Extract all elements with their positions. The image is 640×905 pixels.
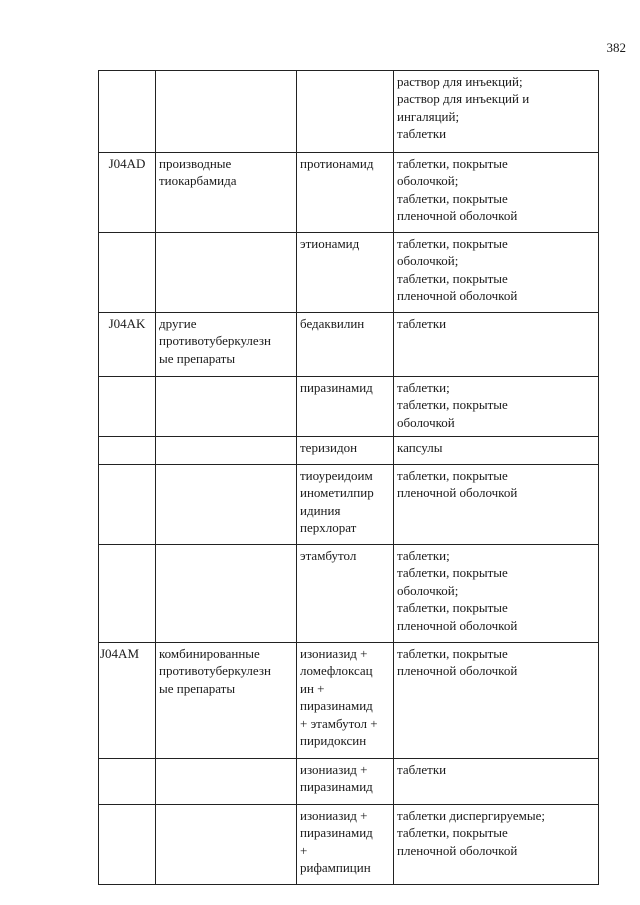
atc-code-cell bbox=[99, 377, 156, 437]
substance-cell bbox=[297, 71, 394, 153]
dosage-form-cell bbox=[394, 153, 599, 233]
dosage-form-line: таблетки, покрытые bbox=[397, 600, 508, 616]
group-line: тиокарбамида bbox=[159, 173, 237, 189]
dosage-form-line: таблетки, покрытые bbox=[397, 236, 508, 251]
dosage-form-line: таблетки, покрытые bbox=[397, 397, 508, 413]
dosage-form-line: пленочной оболочкой bbox=[397, 617, 518, 633]
atc-code-cell bbox=[99, 759, 156, 805]
group-cell bbox=[156, 465, 297, 545]
substance-cell bbox=[297, 377, 394, 437]
dosage-form-line: таблетки, покрытые bbox=[397, 825, 508, 841]
substance-line: перхлорат bbox=[300, 520, 357, 536]
dosage-form-cell bbox=[394, 233, 599, 313]
group-cell bbox=[156, 437, 297, 465]
dosage-form-cell bbox=[394, 71, 599, 153]
dosage-form-line: таблетки, покрытые bbox=[397, 468, 508, 483]
atc-code-cell: J04AM bbox=[99, 643, 156, 759]
substance-cell bbox=[297, 465, 394, 545]
substance-line: тиоуреидоим bbox=[300, 468, 373, 483]
group-line: противотуберкулезн bbox=[159, 333, 271, 349]
table-row bbox=[99, 71, 599, 153]
table-row bbox=[99, 759, 599, 805]
substance-cell bbox=[297, 643, 394, 759]
atc-code-cell bbox=[99, 545, 156, 643]
dosage-form-line: раствор для инъекций и bbox=[397, 91, 530, 107]
dosage-form-line: таблетки, покрытые bbox=[397, 190, 508, 206]
atc-code-cell bbox=[99, 71, 156, 153]
dosage-form-line: таблетки, покрытые bbox=[397, 270, 508, 286]
dosage-form-line: оболочкой; bbox=[397, 173, 459, 189]
substance-line: этионамид bbox=[300, 236, 360, 251]
group-cell bbox=[156, 377, 297, 437]
dosage-form-line: оболочкой; bbox=[397, 582, 459, 598]
table-row bbox=[99, 437, 599, 465]
group-line: комбинированные bbox=[159, 646, 260, 661]
table-row bbox=[99, 545, 599, 643]
dosage-form-line: оболочкой; bbox=[397, 253, 459, 269]
substance-cell bbox=[297, 437, 394, 465]
substance-line: этамбутол bbox=[300, 548, 357, 563]
dosage-form-line: таблетки; bbox=[397, 548, 450, 563]
substance-line: + этамбутол + bbox=[300, 715, 378, 731]
table-row bbox=[99, 465, 599, 545]
dosage-form-line: таблетки, покрытые bbox=[397, 646, 508, 661]
substance-cell bbox=[297, 759, 394, 805]
dosage-form-cell bbox=[394, 437, 599, 465]
group-cell bbox=[156, 759, 297, 805]
dosage-form-line: таблетки bbox=[397, 762, 447, 777]
substance-line: идиния bbox=[300, 502, 341, 518]
substance-line: инометилпир bbox=[300, 485, 374, 501]
substance-line: ломефлоксац bbox=[300, 663, 373, 679]
dosage-form-line: таблетки, покрытые bbox=[397, 565, 508, 581]
substance-line: пиразинамид bbox=[300, 779, 373, 795]
table-row bbox=[99, 805, 599, 885]
atc-code-cell bbox=[99, 465, 156, 545]
group-cell bbox=[156, 233, 297, 313]
atc-code-cell bbox=[99, 233, 156, 313]
substance-cell bbox=[297, 153, 394, 233]
dosage-form-line: пленочной оболочкой bbox=[397, 842, 518, 858]
dosage-form-cell bbox=[394, 759, 599, 805]
dosage-form-line: таблетки, покрытые bbox=[397, 156, 508, 171]
atc-code-cell: J04AD bbox=[99, 153, 156, 233]
group-cell bbox=[156, 153, 297, 233]
dosage-form-line: раствор для инъекций; bbox=[397, 74, 523, 89]
group-cell bbox=[156, 805, 297, 885]
table-row bbox=[99, 153, 599, 233]
substance-line: протионамид bbox=[300, 156, 374, 171]
substance-line: пиридоксин bbox=[300, 733, 367, 749]
dosage-form-line: капсулы bbox=[397, 440, 443, 455]
dosage-form-line: пленочной оболочкой bbox=[397, 663, 518, 679]
dosage-form-line: таблетки; bbox=[397, 380, 450, 395]
substance-cell bbox=[297, 233, 394, 313]
dosage-form-line: пленочной оболочкой bbox=[397, 208, 518, 224]
table-row bbox=[99, 643, 599, 759]
dosage-form-line: пленочной оболочкой bbox=[397, 288, 518, 304]
dosage-form-line: таблетки bbox=[397, 126, 447, 142]
dosage-form-line: таблетки диспергируемые; bbox=[397, 808, 545, 823]
table-row bbox=[99, 377, 599, 437]
dosage-form-cell bbox=[394, 805, 599, 885]
group-line: ые препараты bbox=[159, 350, 236, 366]
dosage-form-cell bbox=[394, 313, 599, 377]
substance-line: пиразинамид bbox=[300, 698, 373, 714]
atc-code-cell: J04AK bbox=[99, 313, 156, 377]
substance-line: изониазид + bbox=[300, 808, 368, 823]
substance-line: ин + bbox=[300, 680, 325, 696]
substance-line: пиразинамид bbox=[300, 825, 373, 841]
substance-line: теризидон bbox=[300, 440, 358, 455]
table-row bbox=[99, 233, 599, 313]
dosage-form-cell bbox=[394, 545, 599, 643]
substance-line: рифампицин bbox=[300, 860, 371, 876]
dosage-form-line: ингаляций; bbox=[397, 108, 460, 124]
group-cell bbox=[156, 313, 297, 377]
substance-line: + bbox=[300, 842, 308, 858]
dosage-form-cell bbox=[394, 465, 599, 545]
substance-cell bbox=[297, 545, 394, 643]
atc-code-cell bbox=[99, 805, 156, 885]
group-line: производные bbox=[159, 156, 232, 171]
table-row bbox=[99, 313, 599, 377]
group-line: другие bbox=[159, 316, 197, 331]
dosage-form-line: таблетки bbox=[397, 316, 447, 331]
substance-cell bbox=[297, 805, 394, 885]
group-line: противотуберкулезн bbox=[159, 663, 271, 679]
group-line: ые препараты bbox=[159, 680, 236, 696]
substance-line: пиразинамид bbox=[300, 380, 373, 395]
substance-cell bbox=[297, 313, 394, 377]
group-cell bbox=[156, 71, 297, 153]
dosage-form-line: оболочкой bbox=[397, 414, 455, 430]
substance-line: изониазид + bbox=[300, 646, 368, 661]
dosage-form-cell bbox=[394, 377, 599, 437]
dosage-form-line: пленочной оболочкой bbox=[397, 485, 518, 501]
substance-line: изониазид + bbox=[300, 762, 368, 777]
group-cell bbox=[156, 545, 297, 643]
atc-code-cell bbox=[99, 437, 156, 465]
dosage-form-cell bbox=[394, 643, 599, 759]
page-number: 382 bbox=[606, 40, 626, 55]
drug-table bbox=[98, 70, 599, 885]
group-cell bbox=[156, 643, 297, 759]
substance-line: бедаквилин bbox=[300, 316, 365, 331]
